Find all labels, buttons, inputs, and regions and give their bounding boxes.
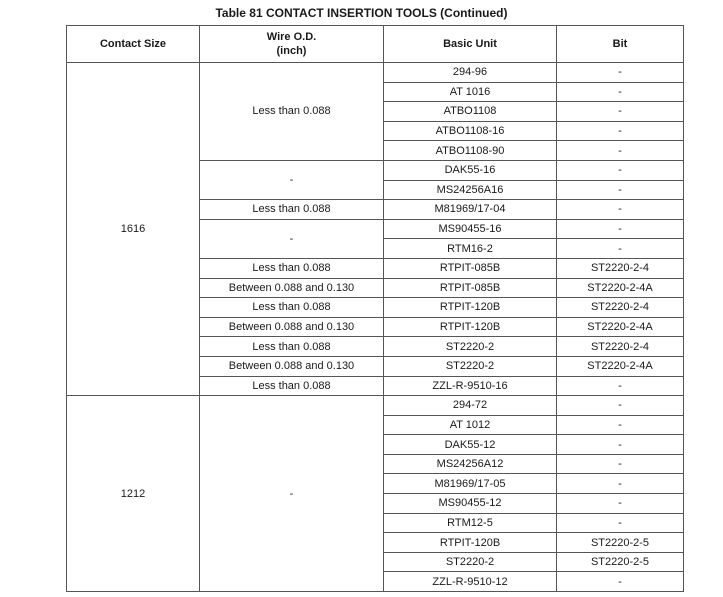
basic-unit-cell: M81969/17-05 (384, 474, 557, 494)
wire-od-cell: Between 0.088 and 0.130 (200, 317, 384, 337)
bit-cell: - (557, 239, 684, 259)
table-title: Table 81 CONTACT INSERTION TOOLS (Continued) (215, 6, 508, 20)
basic-unit-cell: MS24256A12 (384, 454, 557, 474)
contact-size-cell: 1212 (67, 396, 200, 592)
basic-unit-cell: RTPIT-085B (384, 258, 557, 278)
bit-cell: - (557, 219, 684, 239)
bit-cell: - (557, 454, 684, 474)
wire-od-cell: Less than 0.088 (200, 258, 384, 278)
basic-unit-cell: ZZL-R-9510-16 (384, 376, 557, 396)
wire-od-cell: Less than 0.088 (200, 298, 384, 318)
basic-unit-cell: RTM16-2 (384, 239, 557, 259)
basic-unit-cell: DAK55-16 (384, 160, 557, 180)
wire-od-cell: Less than 0.088 (200, 63, 384, 161)
basic-unit-cell: RTPIT-120B (384, 298, 557, 318)
bit-cell: ST2220-2-5 (557, 552, 684, 572)
bit-cell: ST2220-2-4 (557, 337, 684, 357)
header-wire-od-line1: Wire O.D. (266, 31, 317, 43)
header-wire-od (200, 26, 384, 63)
wire-od-cell: Between 0.088 and 0.130 (200, 356, 384, 376)
basic-unit-cell: RTM12-5 (384, 513, 557, 533)
bit-cell: - (557, 376, 684, 396)
basic-unit-cell: 294-96 (384, 63, 557, 83)
basic-unit-cell: ZZL-R-9510-12 (384, 572, 557, 592)
basic-unit-cell: DAK55-12 (384, 435, 557, 455)
basic-unit-cell: ST2220-2 (384, 337, 557, 357)
wire-od-cell: - (200, 160, 384, 199)
bit-cell: - (557, 121, 684, 141)
bit-cell: ST2220-2-5 (557, 533, 684, 553)
bit-cell: - (557, 141, 684, 161)
basic-unit-cell: MS90455-12 (384, 494, 557, 514)
bit-cell: - (557, 396, 684, 416)
basic-unit-cell: ATBO1108-90 (384, 141, 557, 161)
header-bit: Bit (557, 26, 684, 63)
bit-cell: - (557, 513, 684, 533)
bit-cell: - (557, 494, 684, 514)
basic-unit-cell: RTPIT-120B (384, 533, 557, 553)
wire-od-cell: Less than 0.088 (200, 337, 384, 357)
bit-cell: ST2220-2-4 (557, 258, 684, 278)
table-row (67, 396, 684, 416)
bit-cell: - (557, 435, 684, 455)
basic-unit-cell: 294-72 (384, 396, 557, 416)
bit-cell: ST2220-2-4A (557, 317, 684, 337)
wire-od-cell: Less than 0.088 (200, 376, 384, 396)
bit-cell: - (557, 160, 684, 180)
basic-unit-cell: MS90455-16 (384, 219, 557, 239)
bit-cell: ST2220-2-4A (557, 278, 684, 298)
basic-unit-cell: MS24256A16 (384, 180, 557, 200)
basic-unit-cell: ST2220-2 (384, 552, 557, 572)
contact-size-cell: 1616 (67, 63, 200, 396)
bit-cell: - (557, 82, 684, 102)
basic-unit-cell: ST2220-2 (384, 356, 557, 376)
contact-insertion-tools-table (66, 25, 684, 592)
wire-od-cell: Between 0.088 and 0.130 (200, 278, 384, 298)
header-row (67, 26, 684, 63)
wire-od-cell: - (200, 219, 384, 258)
bit-cell: ST2220-2-4 (557, 298, 684, 318)
header-wire-od-line2: (inch) (276, 45, 307, 57)
basic-unit-cell: AT 1012 (384, 415, 557, 435)
bit-cell: ST2220-2-4A (557, 356, 684, 376)
bit-cell: - (557, 63, 684, 83)
basic-unit-cell: AT 1016 (384, 82, 557, 102)
basic-unit-cell: RTPIT-120B (384, 317, 557, 337)
basic-unit-cell: ATBO1108-16 (384, 121, 557, 141)
basic-unit-cell: ATBO1108 (384, 102, 557, 122)
wire-od-cell: Less than 0.088 (200, 200, 384, 220)
bit-cell: - (557, 474, 684, 494)
basic-unit-cell: RTPIT-085B (384, 278, 557, 298)
bit-cell: - (557, 180, 684, 200)
header-basic-unit: Basic Unit (384, 26, 557, 63)
bit-cell: - (557, 415, 684, 435)
bit-cell: - (557, 200, 684, 220)
wire-od-cell: - (200, 396, 384, 592)
basic-unit-cell: M81969/17-04 (384, 200, 557, 220)
header-contact-size: Contact Size (67, 26, 200, 63)
bit-cell: - (557, 572, 684, 592)
bit-cell: - (557, 102, 684, 122)
table-row (67, 63, 684, 83)
